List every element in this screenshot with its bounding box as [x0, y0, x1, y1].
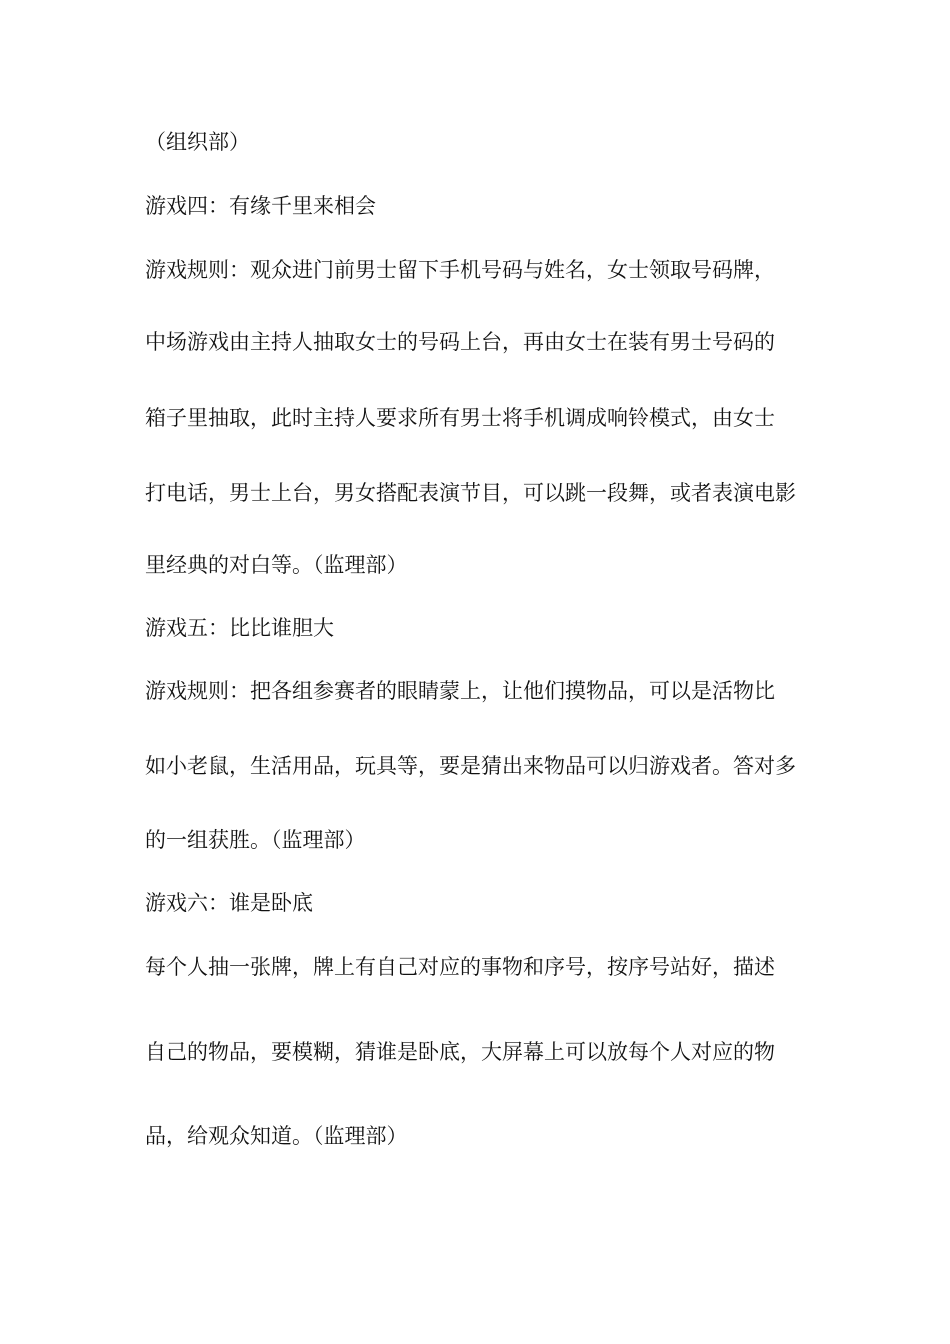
game-5-rules-line-2: 如小老鼠，生活用品，玩具等，要是猜出来物品可以归游戏者。答对多 — [145, 754, 796, 778]
game-5-rules-line-1: 游戏规则：把各组参赛者的眼睛蒙上，让他们摸物品，可以是活物比 — [145, 679, 775, 703]
game-5-title: 游戏五：比比谁胆大 — [145, 616, 334, 640]
game-5-rules-line-3: 的一组获胜。（监理部） — [145, 828, 366, 852]
game-4-title: 游戏四：有缘千里来相会 — [145, 194, 376, 218]
game-6-rules-line-3: 品，给观众知道。（监理部） — [145, 1124, 408, 1148]
game-6-title: 游戏六：谁是卧底 — [145, 891, 313, 915]
game-4-rules-line-1: 游戏规则：观众进门前男士留下手机号码与姓名，女士领取号码牌， — [145, 258, 775, 282]
game-4-rules-line-3: 箱子里抽取，此时主持人要求所有男士将手机调成响铃模式，由女士 — [145, 406, 775, 430]
game-6-rules-line-1: 每个人抽一张牌，牌上有自己对应的事物和序号，按序号站好，描述 — [145, 955, 775, 979]
game-6-rules-line-2: 自己的物品，要模糊，猜谁是卧底，大屏幕上可以放每个人对应的物 — [145, 1040, 775, 1064]
org-dept-note: （组织部） — [145, 130, 250, 154]
game-4-rules-line-5: 里经典的对白等。（监理部） — [145, 553, 408, 577]
game-4-rules-line-2: 中场游戏由主持人抽取女士的号码上台，再由女士在装有男士号码的 — [145, 330, 775, 354]
game-4-rules-line-4: 打电话，男士上台，男女搭配表演节目，可以跳一段舞，或者表演电影 — [145, 481, 796, 505]
